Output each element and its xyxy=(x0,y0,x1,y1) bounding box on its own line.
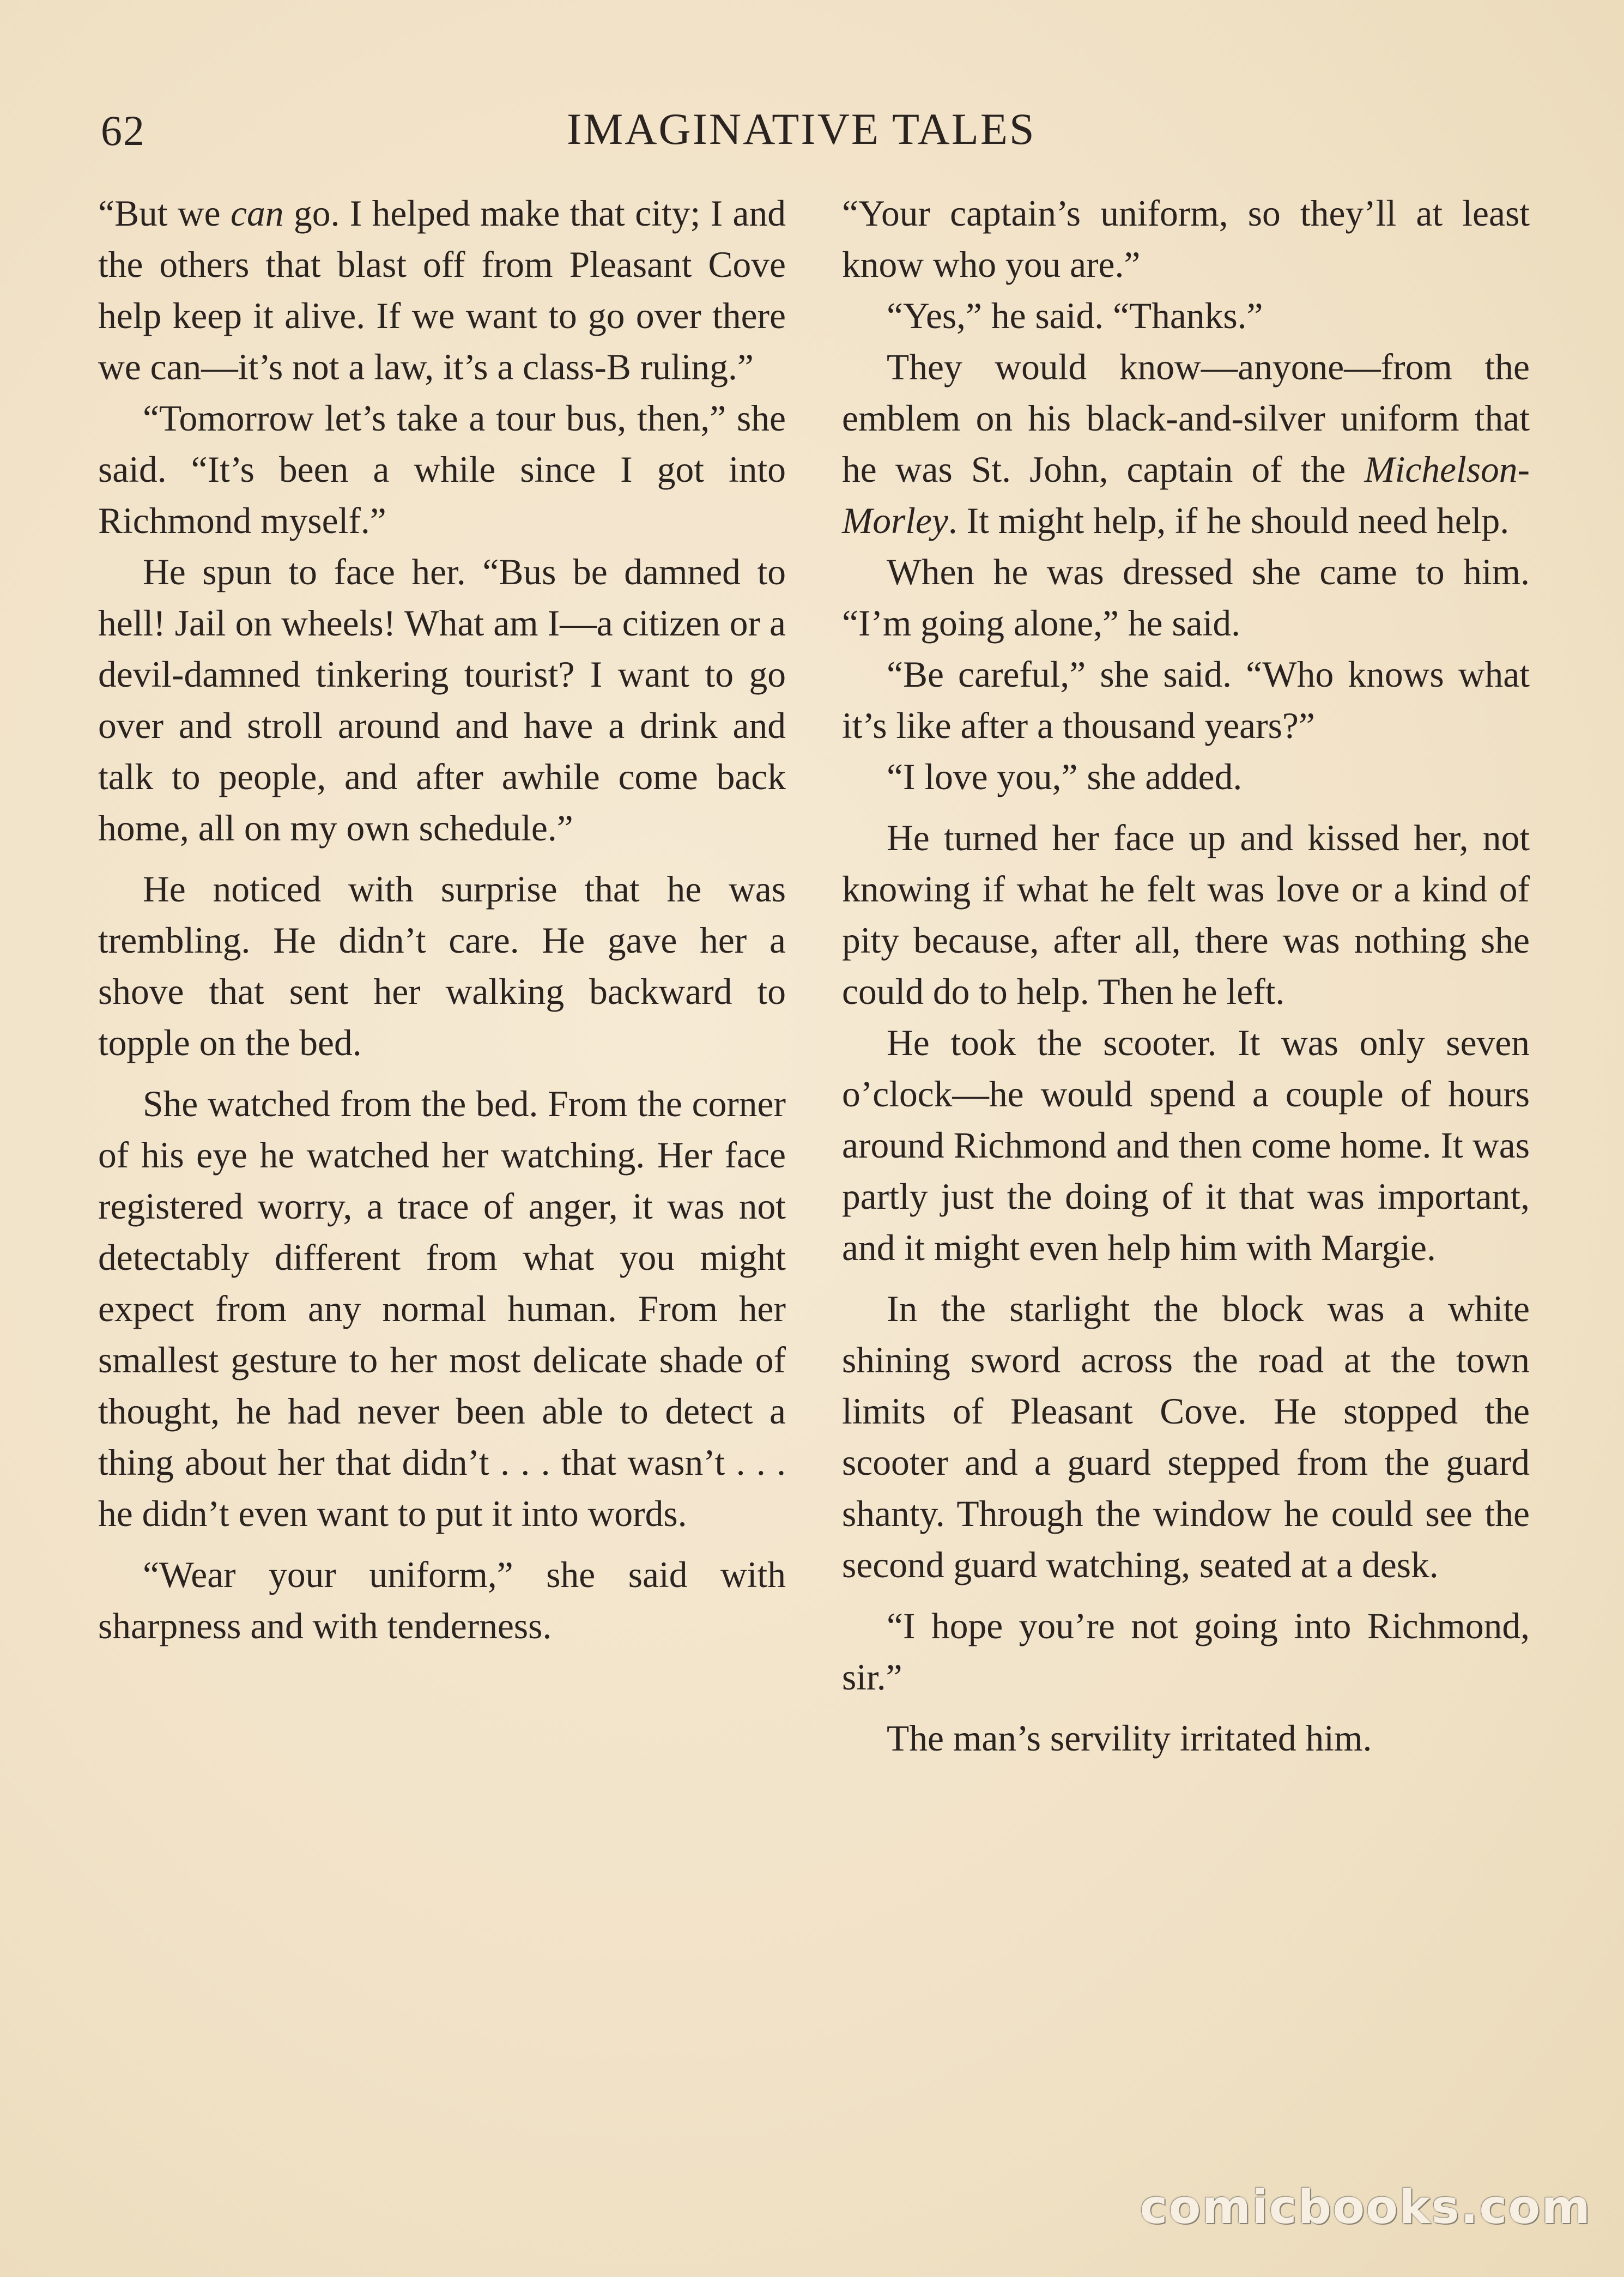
left-column xyxy=(98,188,786,1652)
page-number: 62 xyxy=(101,107,146,154)
paragraph: He noticed with surprise that he was trembling. He didn’t care. He gave her a shove that sent her walking backward to topple on the bed. xyxy=(98,869,786,1063)
paragraph: When he was dressed she came to him. “I’m going alone,” he said. xyxy=(842,552,1530,644)
paragraph: “I love you,” she added. xyxy=(887,756,1243,797)
paragraph: “Your captain’s uniform, so they’ll at least know who you are.” xyxy=(842,193,1530,285)
paragraph: He spun to face her. “Bus be damned to hell! Jail on wheels! What am I—a citizen or a devil-damned tinkering tourist? I want to go over and stroll around and have a drink and talk to people, and after awhile come back home, all on my own schedule.” xyxy=(98,552,786,849)
paragraph: “I hope you’re not going into Richmond, sir.” xyxy=(842,1606,1530,1698)
paragraph: The man’s servility irritated him. xyxy=(887,1718,1372,1759)
running-title: IMAGINATIVE TALES xyxy=(567,104,1036,154)
paragraph: “Yes,” he said. “Thanks.” xyxy=(887,295,1263,336)
paragraph: “Tomorrow let’s take a tour bus, then,” she said. “It’s been a while since I got into Richmond myself.” xyxy=(98,398,786,541)
paragraph: “Wear your uniform,” she said with sharpness and with tenderness. xyxy=(98,1554,786,1646)
paragraph: He took the scooter. It was only seven o’clock—he would spend a couple of hours around Richmond and then come home. It was partly just the doing of it that was important, and it might even help him with Margie. xyxy=(842,1022,1530,1268)
paragraph: She watched from the bed. From the corner of his eye he watched her watching. Her face registered worry, a trace of anger, it was not detectably different from what you might expect from any normal human. From her smallest gesture to her most delicate shade of thought, he had never been able to detect a thing about her that didn’t . . . that wasn’t . . . he didn’t even want to put it into words. xyxy=(98,1083,786,1534)
paragraph: They would know—anyone—from the emblem on his black-and-silver uniform that he was St. John, captain of the Michelson-Morley. It might help, if he should need help. xyxy=(842,347,1530,541)
paragraph: In the starlight the block was a white shining sword across the road at the town limits of Pleasant Cove. He stopped the scooter and a guard stepped from the guard shanty. Through the window he could see the second guard watching, seated at a desk. xyxy=(842,1288,1530,1585)
watermark: comicbooks.com xyxy=(1140,2180,1591,2234)
right-column xyxy=(842,188,1530,1764)
paragraph: “Be careful,” she said. “Who knows what it’s like after a thousand years?” xyxy=(842,654,1530,746)
paragraph: He turned her face up and kissed her, not knowing if what he felt was love or a kind of pity because, after all, there was nothing she could do to help. Then he left. xyxy=(842,817,1530,1012)
paragraph: “But we can go. I helped make that city; I and the others that blast off from Pleasant Cove help keep it alive. If we want to go over there we can—it’s not a law, it’s a class-B ruling.” xyxy=(98,193,786,387)
